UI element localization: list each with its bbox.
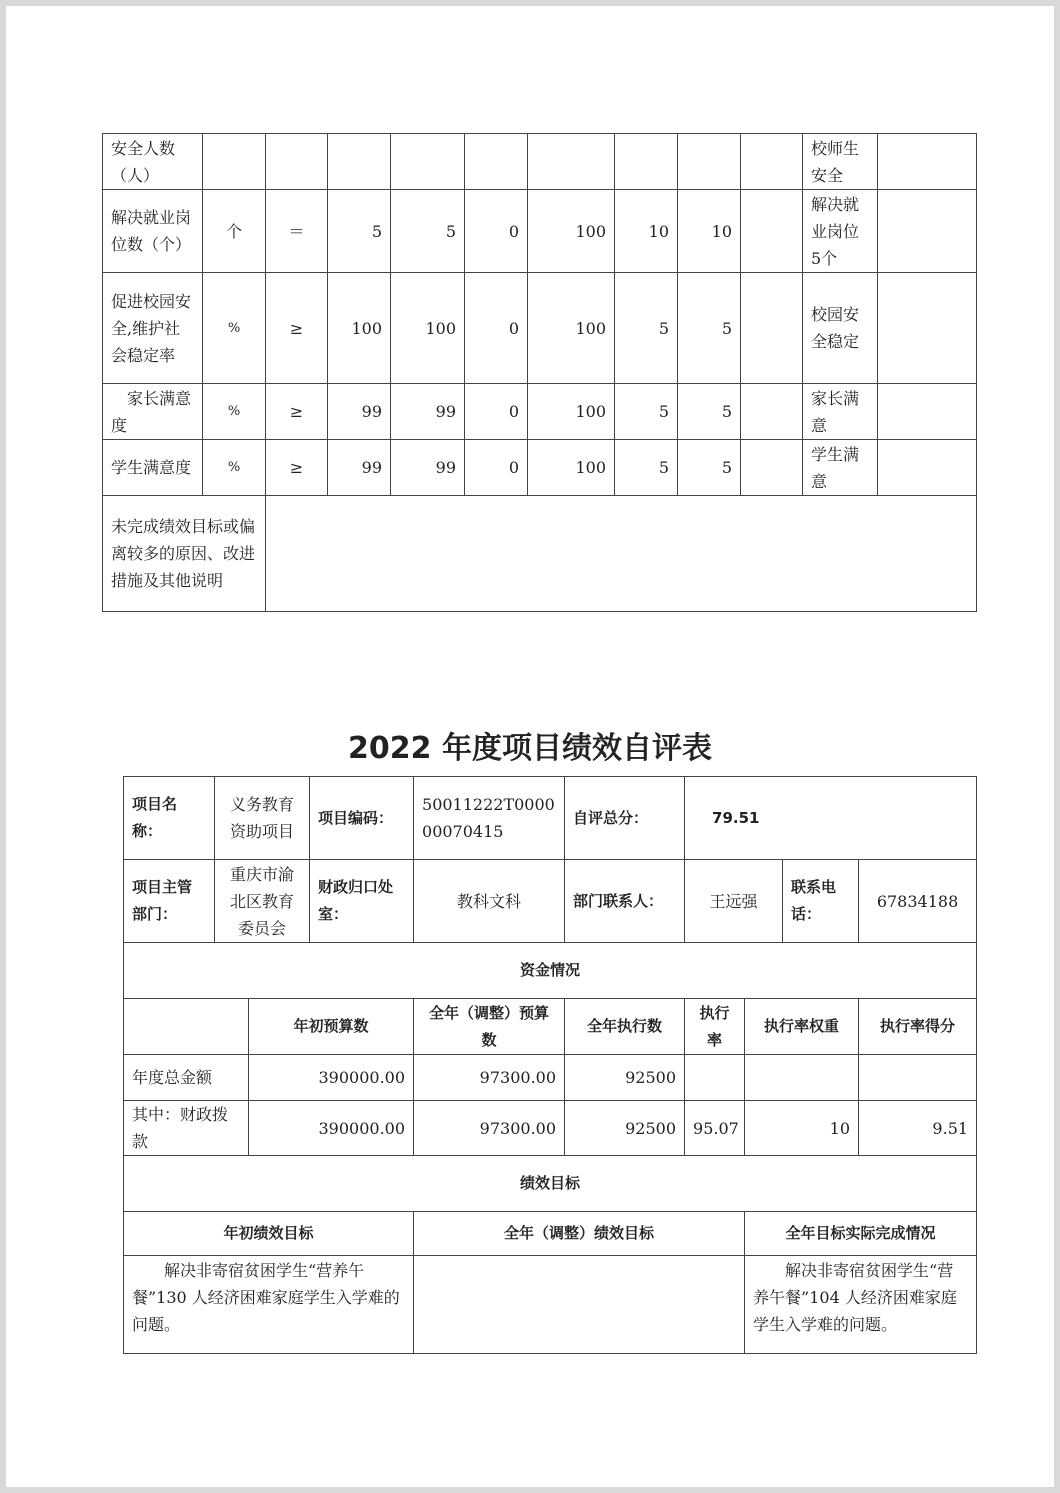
indicator-value: 100 [528, 440, 615, 496]
footer-label: 未完成绩效目标或偏离较多的原因、改进措施及其他说明 [103, 496, 266, 612]
indicator-note: 校师生安全 [803, 134, 878, 190]
footer-value [266, 496, 977, 612]
funds-cell: 92500 [565, 1055, 685, 1101]
table-row [103, 440, 977, 496]
table-row [103, 134, 977, 190]
indicator-value: 99 [391, 440, 465, 496]
score-value: 79.51 [685, 777, 977, 860]
table-row [124, 1256, 977, 1354]
project-code: 50011222T000000070415 [414, 777, 565, 860]
funds-col-header: 全年执行数 [565, 999, 685, 1055]
indicator-table [102, 133, 977, 612]
funds-cell [685, 1055, 745, 1101]
indicator-unit: 个 [203, 190, 266, 273]
indicator-extra [878, 384, 977, 440]
indicator-value [465, 134, 528, 190]
contact-value: 王远强 [685, 860, 783, 943]
adjusted-goal [414, 1256, 745, 1354]
indicator-operator: ≥ [266, 384, 328, 440]
indicator-value [528, 134, 615, 190]
indicator-value [391, 134, 465, 190]
indicator-name: 促进校园安全,维护社会稳定率 [103, 273, 203, 384]
project-code-label: 项目编码： [310, 777, 414, 860]
indicator-value: 99 [328, 440, 391, 496]
indicator-operator: ≥ [266, 440, 328, 496]
funds-header: 资金情况 [124, 943, 977, 999]
funds-row-label: 其中：财政拨款 [124, 1101, 249, 1156]
indicator-value [741, 384, 803, 440]
funds-cell: 390000.00 [249, 1055, 414, 1101]
phone-label: 联系电话： [783, 860, 859, 943]
indicator-operator: ＝ [266, 190, 328, 273]
indicator-value [741, 273, 803, 384]
funds-cell: 10 [745, 1101, 859, 1156]
indicator-value: 100 [528, 190, 615, 273]
indicator-value: 0 [465, 190, 528, 273]
project-name-label: 项目名称： [124, 777, 215, 860]
table-row [124, 1156, 977, 1212]
page-title: 2022 年度项目绩效自评表 [348, 731, 712, 766]
indicator-value: 5 [678, 384, 741, 440]
goals-col-header: 年初绩效目标 [124, 1212, 414, 1256]
indicator-extra [878, 190, 977, 273]
dept-label: 项目主管部门： [124, 860, 215, 943]
indicator-value: 100 [528, 384, 615, 440]
funds-cell: 9.51 [859, 1101, 977, 1156]
table-row [124, 1101, 977, 1156]
funds-col-header: 全年（调整）预算数 [414, 999, 565, 1055]
funds-col-header: 执行率权重 [745, 999, 859, 1055]
indicator-unit: % [203, 384, 266, 440]
table-row [103, 190, 977, 273]
indicator-value: 99 [391, 384, 465, 440]
indicator-value: 5 [391, 190, 465, 273]
indicator-value: 5 [615, 384, 678, 440]
funds-col-header: 执行率得分 [859, 999, 977, 1055]
indicator-value [678, 134, 741, 190]
indicator-note: 校园安全稳定 [803, 273, 878, 384]
funds-cell: 97300.00 [414, 1101, 565, 1156]
goals-col-header: 全年（调整）绩效目标 [414, 1212, 745, 1256]
funds-col-header: 年初预算数 [249, 999, 414, 1055]
actual-completion: 解决非寄宿贫困学生“营养午餐”104 人经济困难家庭学生入学难的问题。 [745, 1256, 977, 1354]
score-label: 自评总分： [565, 777, 685, 860]
table-row [124, 860, 977, 943]
indicator-value: 5 [678, 440, 741, 496]
indicator-extra [878, 440, 977, 496]
funds-row-label: 年度总金额 [124, 1055, 249, 1101]
finance-value: 教科文科 [414, 860, 565, 943]
funds-cell: 390000.00 [249, 1101, 414, 1156]
indicator-value [741, 134, 803, 190]
funds-cell: 92500 [565, 1101, 685, 1156]
indicator-unit: % [203, 440, 266, 496]
indicator-extra [878, 273, 977, 384]
indicator-value: 5 [678, 273, 741, 384]
dept-value: 重庆市渝北区教育委员会 [215, 860, 310, 943]
goals-header: 绩效目标 [124, 1156, 977, 1212]
funds-col-header: 执行率 [685, 999, 745, 1055]
table-row [103, 384, 977, 440]
indicator-operator [266, 134, 328, 190]
table-row [103, 496, 977, 612]
indicator-value: 0 [465, 273, 528, 384]
indicator-value: 10 [678, 190, 741, 273]
indicator-value: 0 [465, 384, 528, 440]
table-row [124, 1212, 977, 1256]
project-name: 义务教育资助项目 [215, 777, 310, 860]
indicator-value: 100 [391, 273, 465, 384]
table-row [124, 999, 977, 1055]
indicator-value [615, 134, 678, 190]
indicator-value: 5 [615, 273, 678, 384]
funds-header-blank [124, 999, 249, 1055]
indicator-value: 100 [328, 273, 391, 384]
funds-cell: 95.07 [685, 1101, 745, 1156]
indicator-name: 安全人数（人） [103, 134, 203, 190]
indicator-value: 5 [615, 440, 678, 496]
indicator-value [741, 440, 803, 496]
indicator-name: 家长满意度 [103, 384, 203, 440]
indicator-value: 10 [615, 190, 678, 273]
indicator-value [741, 190, 803, 273]
indicator-value: 99 [328, 384, 391, 440]
indicator-value: 5 [328, 190, 391, 273]
indicator-note: 解决就业岗位5个 [803, 190, 878, 273]
indicator-value: 0 [465, 440, 528, 496]
indicator-operator: ≥ [266, 273, 328, 384]
indicator-value: 100 [528, 273, 615, 384]
indicator-name: 解决就业岗位数（个） [103, 190, 203, 273]
funds-cell [859, 1055, 977, 1101]
contact-label: 部门联系人： [565, 860, 685, 943]
table-row [124, 1055, 977, 1101]
document-page [6, 6, 1054, 1487]
initial-goal: 解决非寄宿贫困学生“营养午餐”130 人经济困难家庭学生入学难的问题。 [124, 1256, 414, 1354]
self-evaluation-table [123, 776, 977, 1354]
funds-cell [745, 1055, 859, 1101]
goals-col-header: 全年目标实际完成情况 [745, 1212, 977, 1256]
table-row [124, 777, 977, 860]
phone-value: 67834188 [859, 860, 977, 943]
finance-label: 财政归口处室： [310, 860, 414, 943]
table-row [103, 273, 977, 384]
table-row [124, 943, 977, 999]
indicator-name: 学生满意度 [103, 440, 203, 496]
indicator-extra [878, 134, 977, 190]
indicator-note: 学生满意 [803, 440, 878, 496]
funds-cell: 97300.00 [414, 1055, 565, 1101]
indicator-note: 家长满意 [803, 384, 878, 440]
indicator-unit [203, 134, 266, 190]
indicator-value [328, 134, 391, 190]
indicator-unit: % [203, 273, 266, 384]
